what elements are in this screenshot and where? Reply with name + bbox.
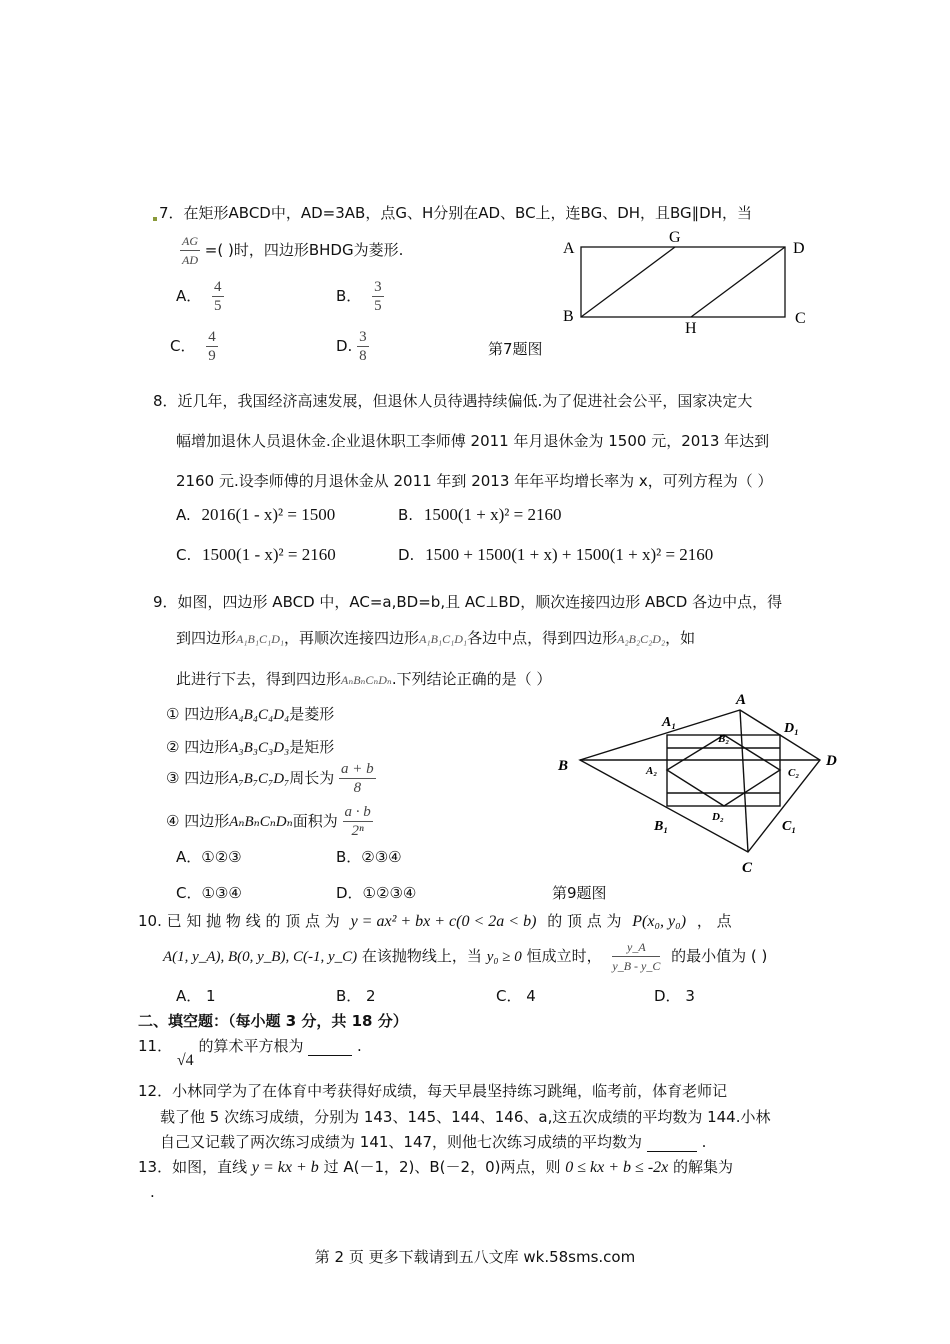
q8-option-d: D. 1500 + 1500(1 + x) + 1500(1 + x)² = 2160 — [398, 545, 714, 564]
q7-option-a: A． $\frac{4}{5}$ — [176, 279, 222, 314]
q9-line2: 到四边形A₁B₁C₁D₁，再顺次连接四边形A₁B₁C₁D₁各边中点，得到四边形A₂B₂C₂D₂，如 — [176, 629, 696, 647]
q12-line2: 载了他 5 次练习成绩，分别为 143、145、144、146、a,这五次成绩的平均数为 144.小林 — [160, 1108, 771, 1126]
q8-line1: 8．近几年，我国经济高速发展，但退休人员待遇持续偏低.为了促进社会公平，国家决定大 — [153, 392, 753, 410]
q10-line1: 10. 已 知 抛 物 线 的 顶 点 为 y = ax² + bx + c(0 < 2a < b) 的 顶 点 为 P(x₀, y₀) ， 点 — [138, 912, 732, 930]
fig9-label-A: A — [736, 692, 747, 708]
q9-statement-3: ③ 四边形A₇B₇C₇D₇周长为 $\frac{a + b}{8}$ — [166, 761, 374, 796]
q7-option-d: D. $\frac{3}{8}$ — [336, 329, 367, 364]
fig7-label-A: A — [563, 240, 575, 257]
q7-rectangle-figure — [555, 225, 815, 335]
fig9-label-B: B — [558, 758, 569, 774]
fig9-label-C1: C₁ — [782, 819, 797, 834]
mark-dot — [153, 217, 157, 221]
q9-statement-4: ④ 四边形AₙBₙCₙDₙ面积为 $\frac{a \cdot b}{\text{2ⁿ}}$ — [166, 804, 371, 839]
q10-option-b: B． 2 — [336, 987, 376, 1005]
q7-figure-caption: 第7题图 — [488, 340, 543, 358]
q12-line3: 自己又记载了两次练习成绩为 141、147，则他七次练习成绩的平均数为 . — [160, 1133, 707, 1151]
q8-line2: 幅增加退休人员退休金.企业退休职工李师傅 2011 年月退休金为 1500 元，2013 年达到 — [176, 432, 770, 450]
q9-option-b: B．②③④ — [336, 848, 402, 866]
fig7-label-D: D — [793, 240, 805, 257]
q9-option-c: C．①③④ — [176, 884, 242, 902]
q9-option-a: A．①②③ — [176, 848, 242, 866]
q10-option-c: C． 4 — [496, 987, 536, 1005]
fig9-label-D1: D₁ — [784, 721, 799, 736]
fig9-label-D: D — [826, 753, 837, 769]
q9-option-d: D．①②③④ — [336, 884, 417, 902]
q7-condition-line — [180, 232, 403, 269]
q13-line1: 13．如图，直线 y = kx + b 过 A(－1，2)、B(－2，0)两点，则 0 ≤ kx + b ≤ -2x 的解集为 — [138, 1158, 734, 1176]
fig9-label-B2: B₂ — [718, 733, 730, 745]
q8-line3: 2160 元.设李师傅的月退休金从 2011 年到 2013 年年平均增长率为 x，可列方程为（ ） — [176, 472, 773, 490]
fig9-label-C: C — [742, 860, 753, 876]
fig9-label-D2: D₂ — [712, 811, 724, 823]
q7-stem: 7．在矩形ABCD中，AD=3AB，点G、H分别在AD、BC上，连BG、DH，且BG∥DH，当 — [159, 204, 753, 222]
q12-line1: 12．小林同学为了在体育中考获得好成绩，每天早晨坚持练习跳绳，临考前，体育老师记 — [138, 1082, 728, 1100]
q13-line2: . — [150, 1183, 155, 1201]
q8-option-c: C. 1500(1 - x)² = 2160 — [176, 545, 336, 564]
q11-answer-blank[interactable] — [308, 1037, 352, 1056]
fig9-label-A1: A₁ — [662, 715, 677, 730]
q7-option-c: C． $\frac{4}{9}$ — [170, 329, 216, 364]
q9-statement-2: ② 四边形A₃B₃C₃D₃是矩形 — [166, 738, 335, 756]
q12-answer-blank[interactable] — [647, 1133, 697, 1152]
q9-line3: 此进行下去，得到四边形AₙBₙCₙDₙ.下列结论正确的是（ ） — [176, 670, 552, 688]
fig7-label-H: H — [685, 320, 697, 335]
fig7-label-G: G — [669, 229, 681, 246]
q10-option-a: A． 1 — [176, 987, 216, 1005]
q7-option-b: B． $\frac{3}{5}$ — [336, 279, 382, 314]
q7-stem-line — [153, 202, 752, 223]
q8-option-b: B. 1500(1 + x)² = 2160 — [398, 505, 562, 524]
q8-option-a: A. 2016(1 - x)² = 1500 — [176, 505, 336, 524]
q9-line1: 9．如图，四边形 ABCD 中，AC=a,BD=b,且 AC⊥BD，顺次连接四边形 ABCD 各边中点，得 — [153, 593, 783, 611]
q7-tail: =( )时，四边形BHDG为菱形. — [204, 241, 404, 259]
q10-line2: A(1, y_A), B(0, y_B), C(-1, y_C) 在该抛物线上，当 y₀ ≥ 0 恒成立时， $\frac{y\_A}{y\_B - y\_C}$ 的最小值为 ( ) — [163, 940, 768, 973]
q10-option-d: D． 3 — [654, 987, 695, 1005]
q9-statement-1: ① 四边形A₄B₄C₄D₄是菱形 — [166, 705, 335, 723]
q9-figure-caption: 第9题图 — [552, 884, 607, 902]
fig9-label-A2: A₂ — [646, 765, 658, 777]
fig9-label-C2: C₂ — [788, 767, 800, 779]
q9-quadrilateral-figure — [550, 690, 850, 880]
q7-fraction: $\frac{AG}{AD}$ — [182, 234, 198, 267]
section-heading: 二、填空题：（每小题 3 分，共 18 分） — [138, 1012, 408, 1030]
page-footer: 第 2 页 更多下载请到五八文库 wk.58sms.com — [314, 1248, 636, 1266]
fig7-label-B: B — [563, 308, 574, 325]
q11-line: 11． √4 的算术平方根为 . — [138, 1037, 362, 1069]
fig9-label-B1: B₁ — [654, 819, 669, 834]
fig7-label-C: C — [795, 310, 806, 327]
